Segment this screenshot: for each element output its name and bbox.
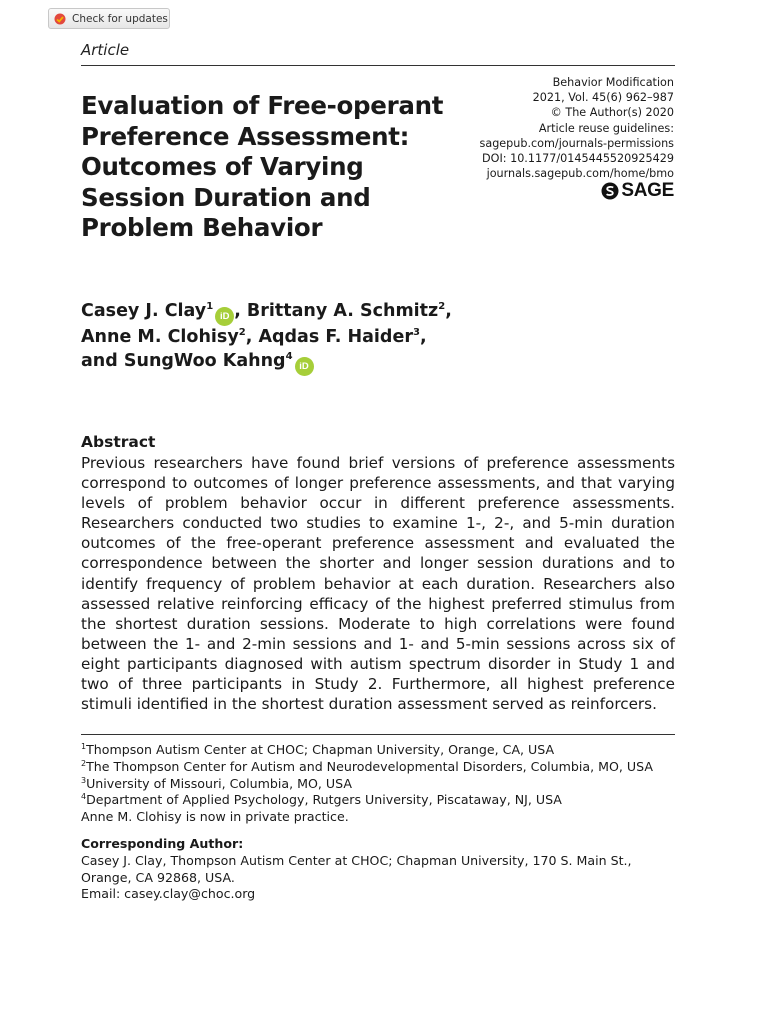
abstract-heading: Abstract: [81, 433, 156, 451]
article-title: Evaluation of Free-operant Preference Assessment: Outcomes of Varying Session Duration and Problem Behavior: [81, 91, 444, 242]
affiliation-item: [81, 759, 681, 776]
header-rule: [81, 65, 675, 66]
badge-label: Check for updates: [72, 12, 168, 25]
abstract-body: Previous researchers have found brief versions of preference assessments correspond to outcomes of longer preference assessments, and that varying levels of problem behavior occur in different preference assessments. Researchers conducted two studies to examine 1-, 2-, and 5-min duration outcomes of the free-operant preference assessment and evaluated the correspondence between the shorter and longer session durations and to identify frequency of problem behavior at each duration. Researchers also assessed relative reinforcing efficacy of the highest preferred stimulus from the shortest duration sessions. Moderate to high correlations were found between the 1- and 2-min sessions and 1- and 5-min sessions across six of eight participants diagnosed with autism spectrum disorder in Study 1 and two of three participants in Study 2. Furthermore, all highest preference stimuli identified in the shortest duration assessment served as reinforcers.: [81, 454, 675, 714]
author-name: Casey J. Clay: [81, 301, 207, 321]
footnote-rule: [81, 734, 675, 735]
affiliation-marker: 4: [285, 350, 293, 362]
sage-s-icon: [601, 182, 619, 200]
journal-volume: 2021, Vol. 45(6) 962–987: [532, 91, 674, 105]
copyright: © The Author(s) 2020: [550, 106, 674, 120]
orcid-icon[interactable]: iD: [295, 357, 314, 376]
reuse-guidelines: Article reuse guidelines:: [538, 121, 674, 135]
doi[interactable]: DOI: 10.1177/0145445520925429: [482, 152, 674, 166]
corresponding-address: Orange, CA 92868, USA.: [81, 869, 235, 885]
affiliation-marker: 1: [206, 301, 214, 313]
author-note: Anne M. Clohisy is now in private practice.: [81, 809, 349, 825]
corresponding-address: Casey J. Clay, Thompson Autism Center at CHOC; Chapman University, 170 S. Main St.,: [81, 852, 632, 868]
affiliation-item: [81, 742, 681, 759]
author-list: [81, 300, 675, 376]
author-name: Anne M. Clohisy: [81, 327, 239, 347]
check-for-updates-badge[interactable]: [48, 8, 170, 29]
affiliation-text: Department of Applied Psychology, Rutgers University, Piscataway, NJ, USA: [86, 792, 562, 808]
affiliation-text: University of Missouri, Columbia, MO, USA: [86, 775, 352, 791]
affiliation-item: [81, 792, 681, 809]
affiliation-number: 4: [81, 792, 87, 802]
affiliation-text: Thompson Autism Center at CHOC; Chapman University, Orange, CA, USA: [86, 742, 555, 757]
journal-info: [480, 75, 674, 181]
sage-logo: [601, 180, 674, 202]
affiliation-number: 1: [81, 741, 87, 751]
affiliation-number: 2: [81, 758, 87, 768]
corresponding-heading: Corresponding Author:: [81, 836, 244, 851]
journal-home-link[interactable]: journals.sagepub.com/home/bmo: [486, 167, 674, 181]
affiliation-item: [81, 776, 681, 793]
article-type-label: Article: [81, 41, 130, 59]
affiliation-marker: 3: [412, 327, 420, 339]
affiliation-text: The Thompson Center for Autism and Neurodevelopmental Disorders, Columbia, MO, USA: [86, 758, 653, 774]
separator: ,: [445, 301, 452, 321]
affiliation-marker: 2: [238, 327, 246, 339]
corresponding-email[interactable]: Email: casey.clay@choc.org: [81, 886, 256, 902]
author-name: , Aqdas F. Haider: [245, 327, 413, 347]
affiliation-marker: 2: [438, 301, 446, 313]
author-name: , Brittany A. Schmitz: [234, 301, 439, 321]
orcid-icon[interactable]: iD: [215, 307, 234, 326]
corresponding-author: [81, 836, 681, 903]
journal-name: Behavior Modification: [552, 76, 674, 89]
affiliation-number: 3: [81, 775, 87, 785]
reuse-link[interactable]: sagepub.com/journals-permissions: [479, 136, 674, 150]
sage-wordmark: SAGE: [621, 180, 674, 201]
author-name: and SungWoo Kahng: [81, 350, 286, 371]
affiliations: [81, 742, 681, 826]
separator: ,: [419, 327, 427, 347]
check-for-updates-icon: [54, 13, 66, 25]
